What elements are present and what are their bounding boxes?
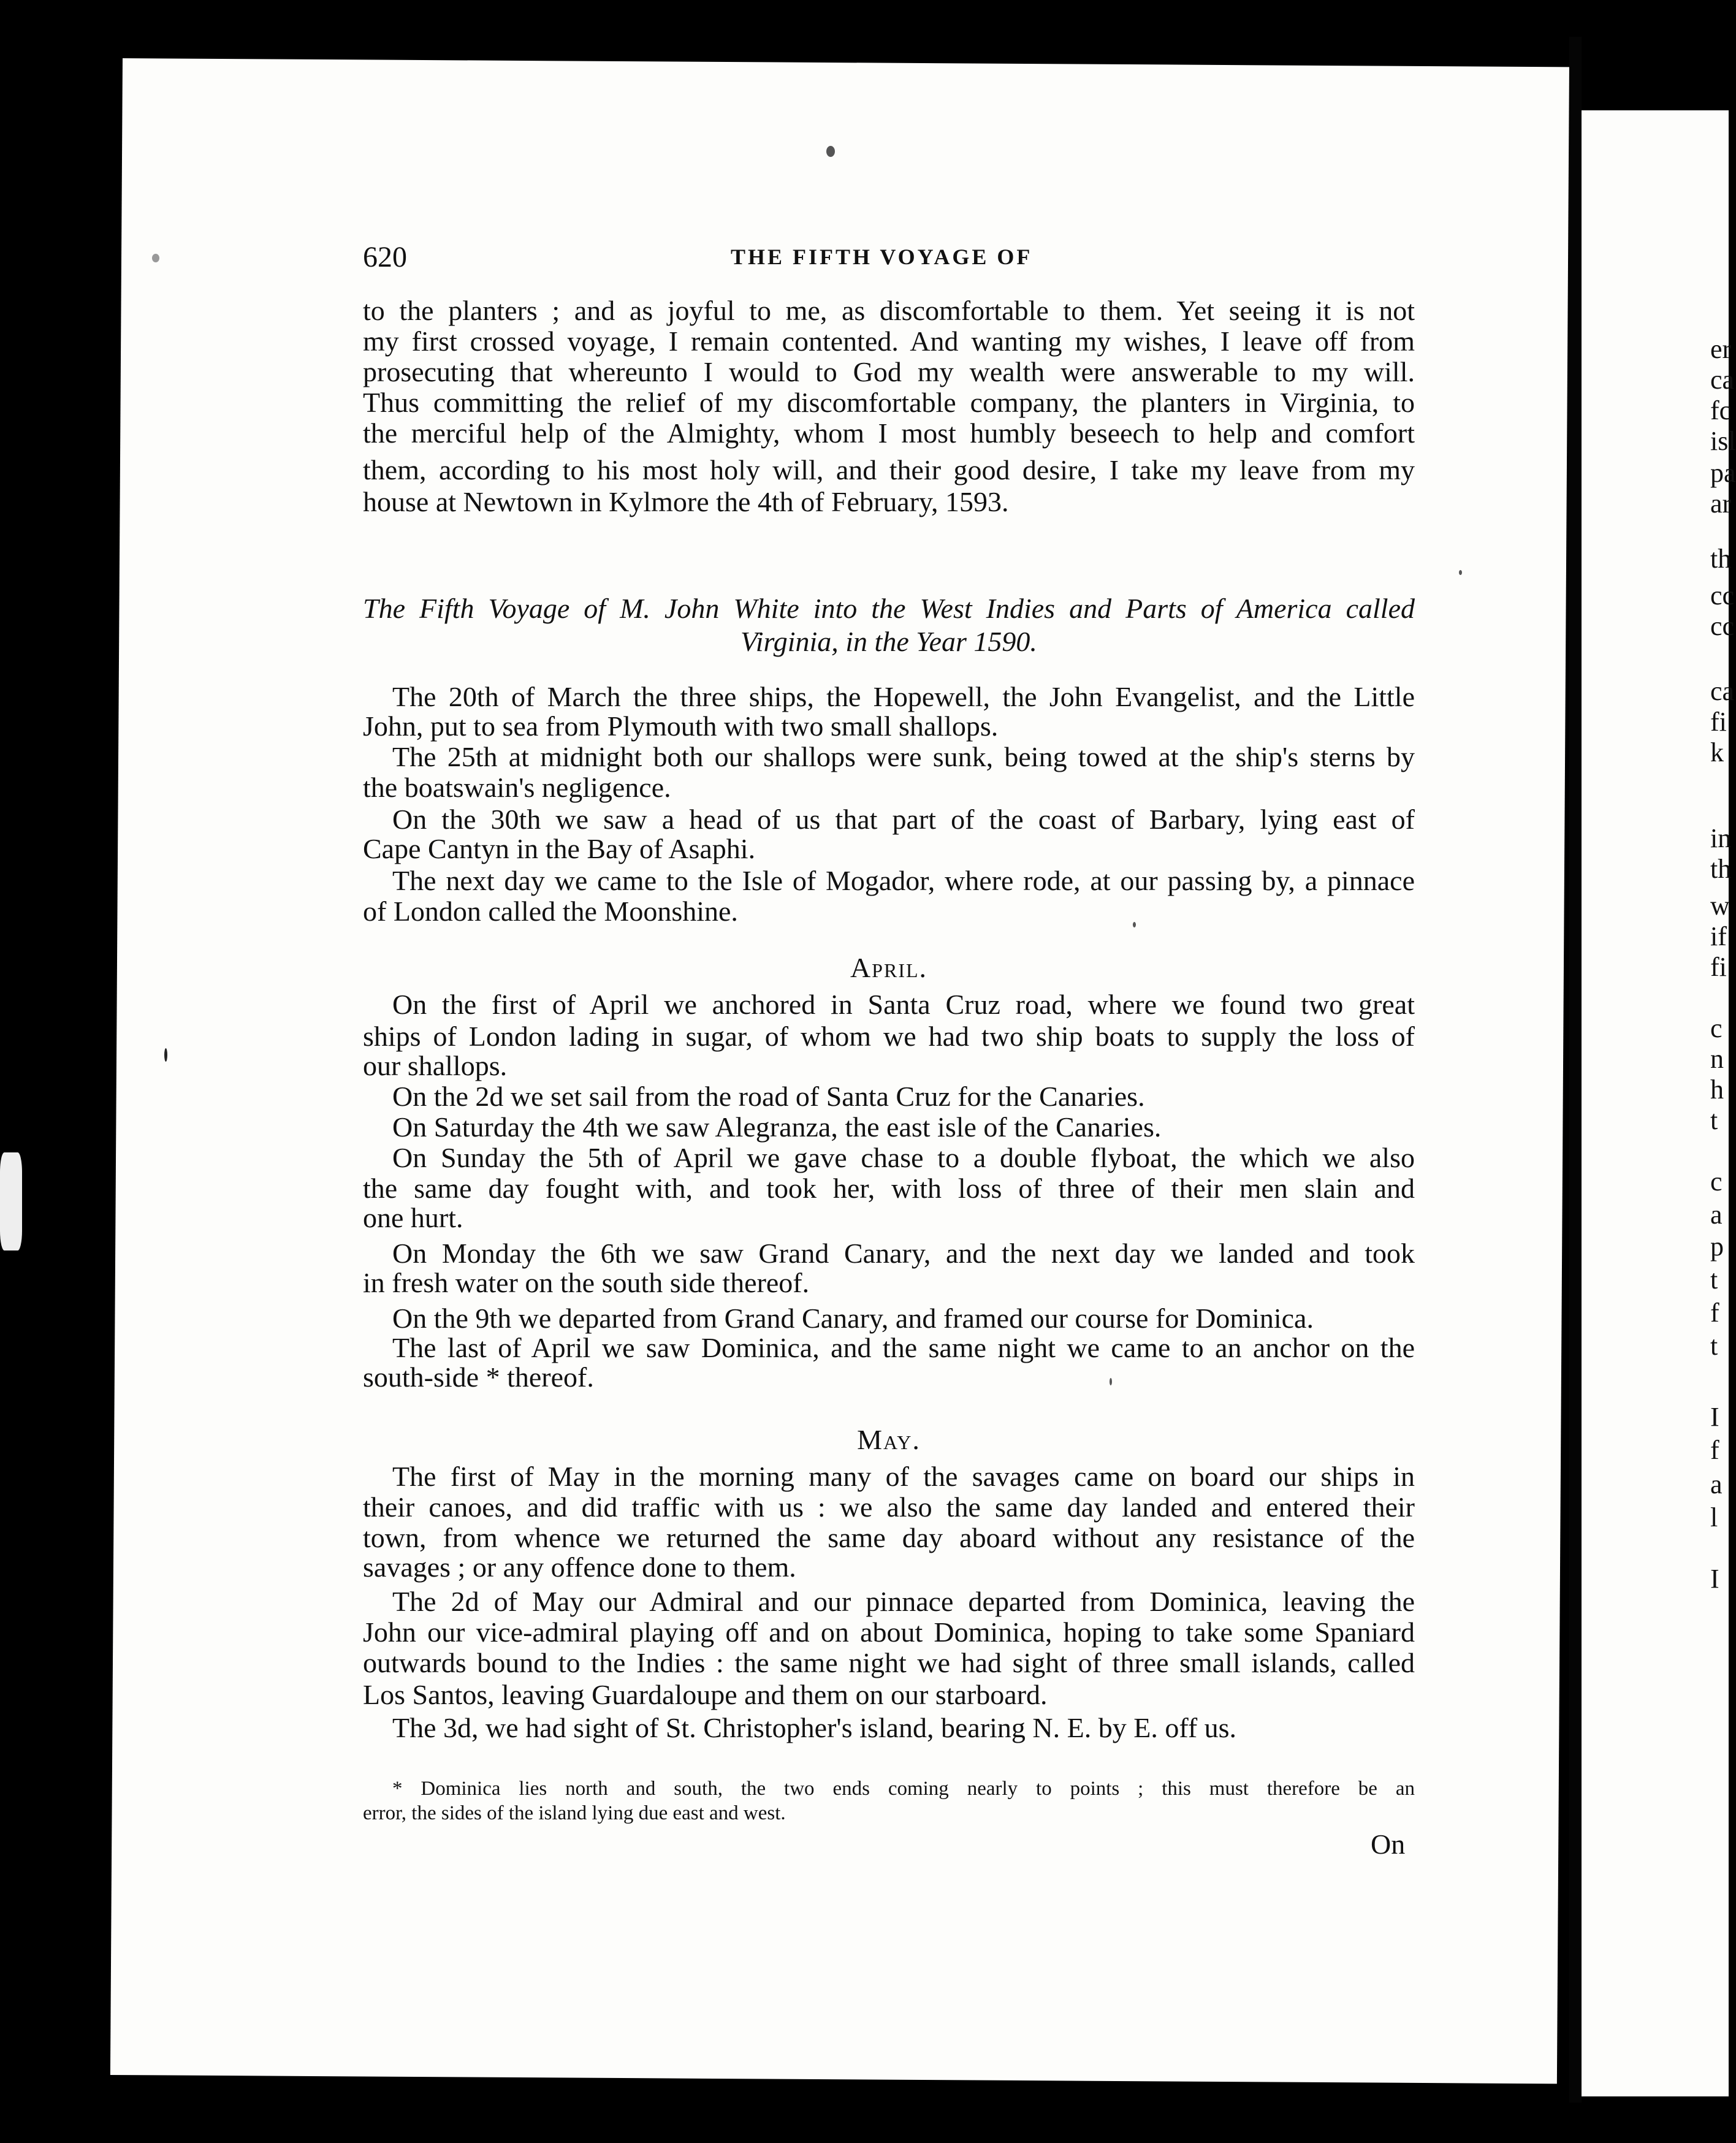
facing-page-fragment: t — [1710, 1331, 1718, 1361]
facing-page-fragment: in — [1710, 823, 1732, 853]
facing-page-fragment: h — [1710, 1075, 1724, 1105]
text-line: Cape Cantyn in the Bay of Asaphi. — [363, 833, 756, 864]
text-line: to the planters ; and as joyful to me, as discomfortable to them. Yet seeing it is not — [363, 295, 1415, 326]
text-line: one hurt. — [363, 1202, 463, 1233]
facing-page — [1582, 110, 1732, 2096]
april-heading: April. — [850, 952, 928, 983]
text-line: outwards bound to the Indies : the same night we had sight of three small islands, called — [363, 1647, 1415, 1678]
facing-page-fragment: ar — [1710, 489, 1732, 519]
text-line: our shallops. — [363, 1050, 508, 1081]
text-line: house at Newtown in Kylmore the 4th of February, 1593. — [363, 486, 1009, 517]
facing-page-fragment: a — [1710, 1469, 1723, 1499]
dust-speck — [1133, 922, 1136, 927]
footnote-line: error, the sides of the island lying due east and west. — [363, 1802, 786, 1824]
text-line: The first of May in the morning many of the savages came on board our ships in — [392, 1461, 1415, 1492]
facing-page-fragment: isl — [1710, 426, 1736, 456]
text-line: On the 2d we set sail from the road of Santa Cruz for the Canaries. — [392, 1081, 1145, 1112]
facing-page-fragment: pa — [1710, 458, 1736, 488]
text-line: John, put to sea from Plymouth with two small shallops. — [363, 710, 999, 742]
text-line: prosecuting that whereunto I would to God my wealth were answerable to my will. — [363, 356, 1415, 387]
facing-page-fragment: f — [1710, 1298, 1719, 1328]
dust-speck — [0, 1152, 22, 1250]
catchword: On — [1371, 1829, 1406, 1860]
facing-page-fragment: ca — [1710, 365, 1735, 395]
facing-page-fragment: l — [1710, 1502, 1718, 1532]
facing-page-fragment: k — [1710, 737, 1724, 767]
facing-page-fragment: th — [1710, 854, 1732, 884]
text-line: The next day we came to the Isle of Mogador, where rode, at our passing by, a pinnace — [392, 865, 1415, 896]
facing-page-fragment: n — [1710, 1044, 1724, 1074]
text-line: On Saturday the 4th we saw Alegranza, the east isle of the Canaries. — [392, 1111, 1162, 1143]
facing-page-fragment: c — [1710, 1167, 1723, 1197]
facing-page-fragment: er — [1710, 334, 1732, 364]
text-line: Los Santos, leaving Guardaloupe and them on our starboard. — [363, 1679, 1048, 1710]
facing-page-fragment: th — [1710, 544, 1732, 574]
text-line: The last of April we saw Dominica, and the same night we came to an anchor on the — [392, 1332, 1415, 1363]
facing-page-fragment: t — [1710, 1105, 1718, 1135]
facing-page-fragment: I — [1710, 1564, 1719, 1594]
text-line: ships of London lading in sugar, of whom we had two ship boats to supply the loss of — [363, 1021, 1415, 1052]
dust-speck — [826, 146, 835, 157]
facing-page-fragment: c — [1710, 1013, 1723, 1043]
facing-page-fragment: cc — [1710, 611, 1735, 641]
facing-page-fragment: w — [1710, 891, 1730, 921]
voyage-title-line: The Fifth Voyage of M. John White into the West Indies and Parts of America called — [363, 593, 1415, 624]
text-line: The 3d, we had sight of St. Christopher's island, bearing N. E. by E. off us. — [392, 1712, 1237, 1743]
text-line: town, from whence we returned the same day aboard without any resistance of the — [363, 1522, 1415, 1553]
dust-speck — [1110, 1378, 1112, 1385]
page-number: 620 — [363, 241, 407, 273]
dust-speck — [1459, 570, 1462, 575]
text-line: them, according to his most holy will, and their good desire, I take my leave from my — [363, 454, 1415, 485]
text-line: The 25th at midnight both our shallops were sunk, being towed at the ship's sterns by — [392, 741, 1415, 772]
facing-page-fragment: I — [1710, 1402, 1719, 1432]
text-line: the merciful help of the Almighty, whom I most humbly beseech to help and comfort — [363, 417, 1415, 449]
running-head — [363, 240, 1417, 277]
text-line: my first crossed voyage, I remain contented. And wanting my wishes, I leave off from — [363, 325, 1415, 357]
text-line: John our vice-admiral playing off and on about Dominica, hoping to take some Spaniard — [363, 1616, 1415, 1648]
page-gutter — [1569, 37, 1582, 2103]
text-line: On the first of April we anchored in Santa Cruz road, where we found two great — [392, 989, 1415, 1020]
text-line: On Sunday the 5th of April we gave chase to a double flyboat, the which we also — [392, 1142, 1415, 1173]
text-line: On the 30th we saw a head of us that part of the coast of Barbary, lying east of — [392, 804, 1415, 835]
facing-page-fragment: fi — [1710, 952, 1727, 982]
text-line: The 20th of March the three ships, the Hopewell, the John Evangelist, and the Little — [392, 681, 1415, 712]
dust-speck — [164, 1048, 167, 1062]
dust-speck — [152, 254, 159, 262]
text-line: the boatswain's negligence. — [363, 772, 671, 803]
facing-page-fragment: f — [1710, 1435, 1719, 1465]
may-heading: May. — [857, 1424, 921, 1455]
facing-page-fragment: fc — [1710, 395, 1732, 425]
facing-page-fragment: ca — [1710, 676, 1735, 706]
text-line: south-side * thereof. — [363, 1361, 594, 1393]
facing-page-fragment: fi — [1710, 707, 1727, 737]
text-line: Thus committing the relief of my discomfortable company, the planters in Virginia, to — [363, 387, 1415, 418]
footnote-line: * Dominica lies north and south, the two ends coming nearly to points ; this must therefore be an — [392, 1778, 1415, 1800]
facing-page-fragment: p — [1710, 1231, 1724, 1262]
running-title: THE FIFTH VOYAGE OF — [731, 245, 1033, 269]
facing-page-fragment: cc — [1710, 580, 1735, 611]
text-line: The 2d of May our Admiral and our pinnace departed from Dominica, leaving the — [392, 1586, 1415, 1617]
text-line: On Monday the 6th we saw Grand Canary, and the next day we landed and took — [392, 1238, 1415, 1269]
text-line: On the 9th we departed from Grand Canary, and framed our course for Dominica. — [392, 1303, 1314, 1334]
text-line: in fresh water on the south side thereof. — [363, 1267, 810, 1298]
facing-page-fragment: if — [1710, 921, 1727, 951]
text-line: savages ; or any offence done to them. — [363, 1551, 796, 1583]
text-line: their canoes, and did traffic with us : we also the same day landed and entered their — [363, 1491, 1415, 1523]
facing-page-fragment: t — [1710, 1265, 1718, 1295]
voyage-title-line: Virginia, in the Year 1590. — [740, 626, 1037, 657]
text-line: the same day fought with, and took her, with loss of three of their men slain and — [363, 1173, 1415, 1204]
facing-page-fragment: a — [1710, 1200, 1723, 1230]
text-line: of London called the Moonshine. — [363, 896, 738, 927]
